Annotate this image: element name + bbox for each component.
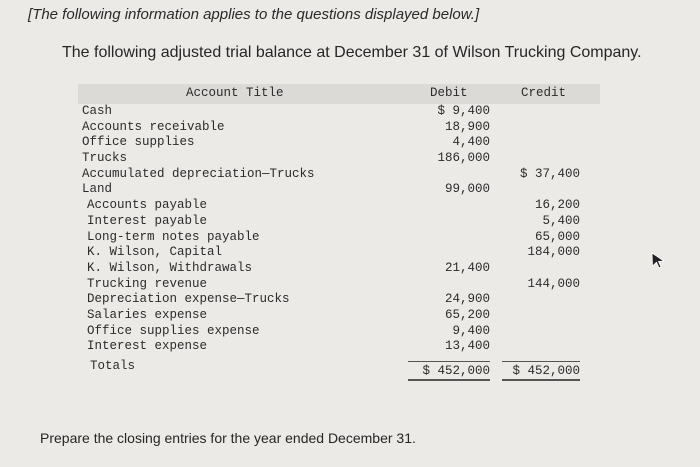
debit-amount: 13,400	[444, 339, 490, 354]
table-row	[78, 261, 600, 277]
table-row	[78, 308, 600, 324]
total-debit: $ 452,000	[408, 361, 490, 381]
account-name: Cash	[82, 104, 113, 118]
credit-amount: $ 37,400	[519, 166, 580, 181]
intro-note: [The following information applies to the questions displayed below.]	[28, 6, 480, 23]
account-name: Accounts payable	[87, 198, 208, 213]
totals-label: Totals	[90, 359, 136, 373]
debit-amount: 65,200	[444, 307, 490, 322]
total-credit: $ 452,000	[502, 361, 580, 381]
credit-amount: 16,200	[534, 198, 580, 213]
account-name: K. Wilson, Withdrawals	[87, 260, 253, 275]
header-debit: Debit	[430, 86, 468, 100]
credit-amount: 65,000	[534, 229, 580, 244]
table-row	[78, 214, 600, 230]
account-name: Depreciation expense—Trucks	[87, 292, 290, 307]
table-row	[78, 151, 600, 167]
table-row	[78, 198, 600, 214]
header-account-title: Account Title	[186, 86, 284, 100]
table-row	[78, 324, 600, 340]
table-row	[78, 277, 600, 293]
account-name: Long-term notes payable	[87, 229, 260, 244]
account-name: Trucking revenue	[87, 276, 208, 291]
debit-amount: 4,400	[452, 135, 490, 150]
table-header	[78, 84, 600, 104]
account-name: Accounts receivable	[82, 119, 225, 134]
account-name: Office supplies	[82, 135, 195, 150]
credit-amount: 184,000	[527, 245, 580, 260]
account-name: Interest payable	[87, 213, 208, 228]
table-row	[78, 167, 600, 183]
account-name: Salaries expense	[87, 307, 208, 322]
question-prompt: Prepare the closing entries for the year ended December 31.	[40, 430, 416, 446]
table-row	[78, 182, 600, 198]
debit-amount: 9,400	[452, 323, 490, 338]
table-row	[78, 292, 600, 308]
mouse-pointer-icon	[650, 252, 666, 268]
table-body	[78, 104, 600, 355]
account-name: Office supplies expense	[87, 323, 260, 338]
account-name: Accumulated depreciation—Trucks	[82, 166, 315, 181]
table-row	[78, 135, 600, 151]
problem-heading: The following adjusted trial balance at December 31 of Wilson Trucking Company.	[62, 44, 642, 61]
account-name: Trucks	[82, 151, 128, 166]
debit-amount: 186,000	[437, 151, 490, 166]
table-row	[78, 120, 600, 136]
trial-balance-table	[78, 84, 600, 381]
debit-amount: 24,900	[444, 292, 490, 307]
table-row	[78, 104, 600, 120]
credit-amount: 5,400	[542, 213, 580, 228]
header-credit: Credit	[521, 86, 567, 100]
debit-amount: 21,400	[444, 260, 490, 275]
table-row	[78, 339, 600, 355]
debit-amount: 99,000	[444, 182, 490, 197]
account-name: Land	[82, 182, 113, 197]
table-row	[78, 230, 600, 246]
debit-amount: 18,900	[444, 119, 490, 134]
credit-amount: 144,000	[527, 276, 580, 291]
table-row	[78, 245, 600, 261]
account-name: Interest expense	[87, 339, 208, 354]
debit-amount: $ 9,400	[437, 104, 490, 118]
totals-row	[78, 359, 600, 381]
account-name: K. Wilson, Capital	[87, 245, 223, 260]
